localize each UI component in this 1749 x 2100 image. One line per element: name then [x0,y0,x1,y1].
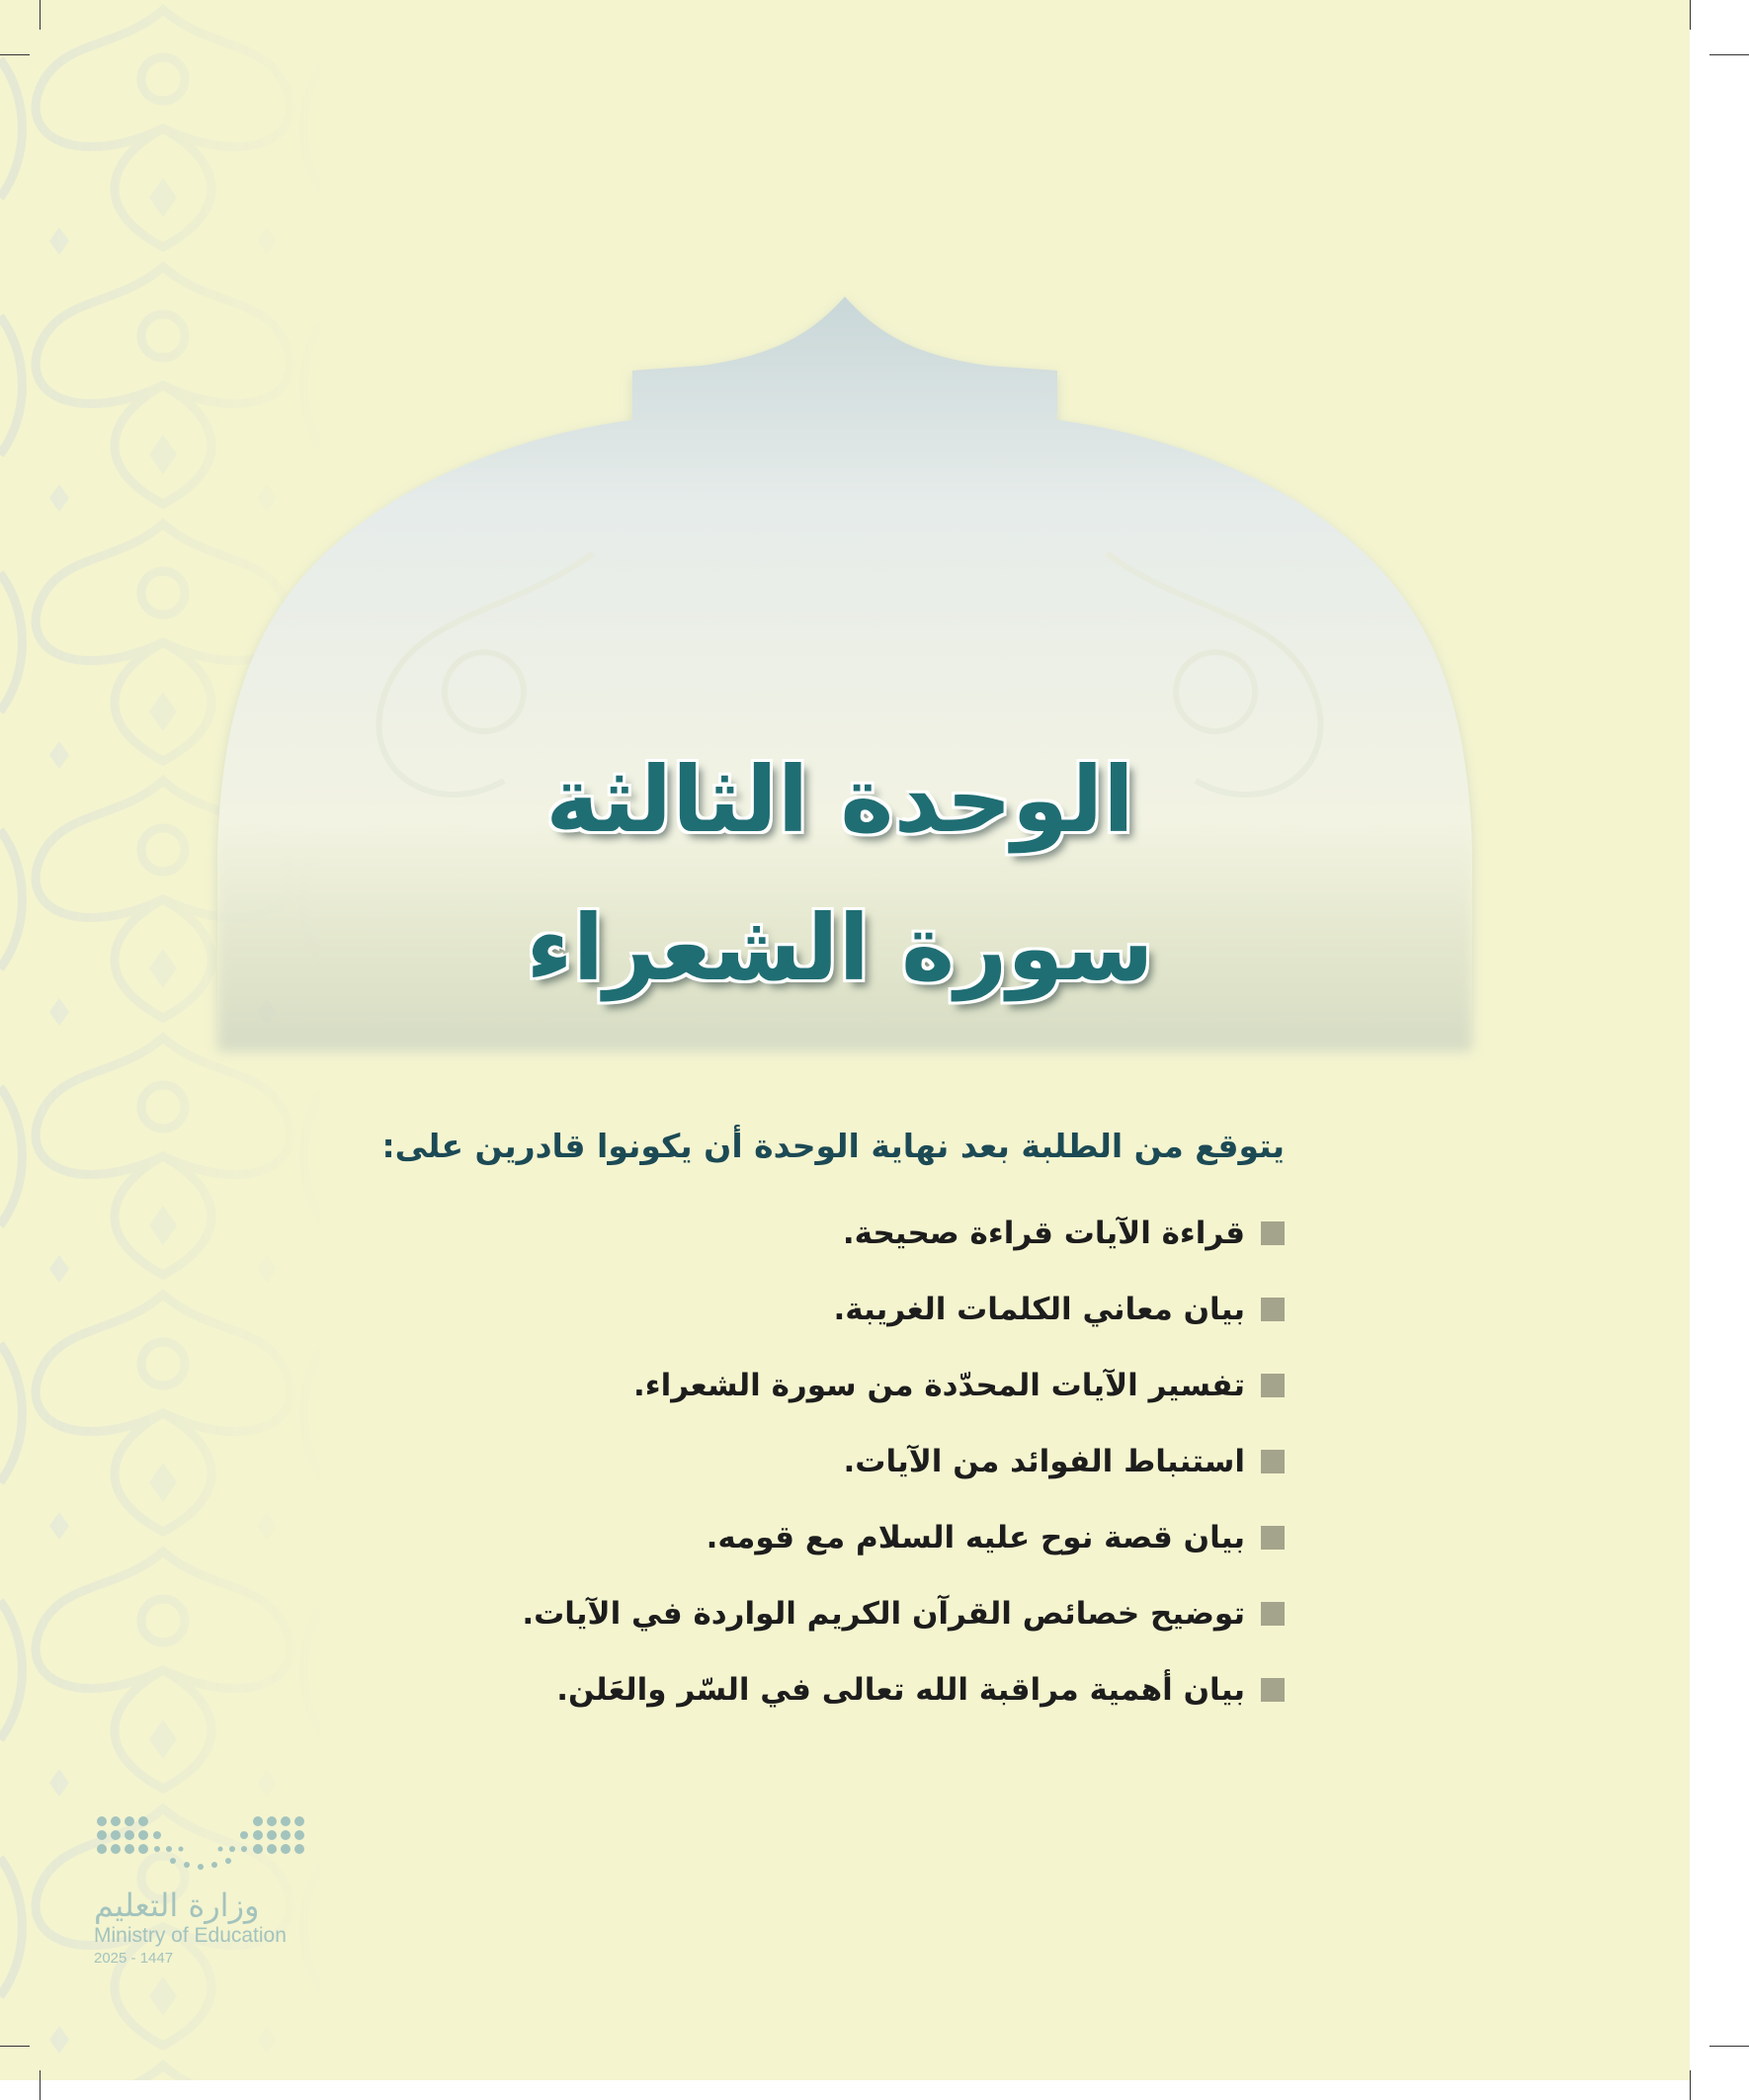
square-bullet-icon [1261,1450,1285,1473]
unit-title: الوحدة الثالثة [545,747,1134,853]
objective-text: استنباط الفوائد من الآيات. [843,1443,1245,1479]
objective-text: بيان أهمية مراقبة الله تعالى في السّر والعَلن. [556,1671,1245,1708]
unit-titles [247,726,1433,1023]
square-bullet-icon [1261,1221,1285,1245]
ministry-name-ar: وزارة التعليم [94,1887,260,1924]
objective-text: بيان معاني الكلمات الغريبة. [833,1291,1245,1327]
square-bullet-icon [1261,1526,1285,1550]
square-bullet-icon [1261,1602,1285,1626]
objective-text: توضيح خصائص القرآن الكريم الواردة في الآيات. [522,1595,1245,1632]
list-item [296,1271,1285,1347]
crop-mark [1690,0,1691,30]
crop-mark [1709,54,1749,55]
crop-mark [1690,2070,1691,2100]
crop-mark [0,2046,30,2047]
list-item [296,1499,1285,1575]
objective-text: تفسير الآيات المحدّدة من سورة الشعراء. [632,1367,1245,1403]
list-item [296,1423,1285,1499]
ministry-dots-icon [94,1813,306,1873]
crop-mark [40,2070,41,2100]
ministry-year: 2025 - 1447 [94,1950,174,1967]
objectives-list [296,1195,1285,1727]
objective-text: بيان قصة نوح عليه السلام مع قومه. [706,1519,1245,1555]
crop-mark [1709,2046,1749,2047]
objectives-intro: يتوقع من الطلبة بعد نهاية الوحدة أن يكونوا قادرين على: [381,1127,1285,1165]
square-bullet-icon [1261,1678,1285,1702]
crop-mark [40,0,41,30]
list-item [296,1195,1285,1271]
objectives-section [296,1127,1285,1727]
square-bullet-icon [1261,1298,1285,1321]
unit-subtitle: سورة الشعراء [526,895,1154,1001]
list-item [296,1651,1285,1727]
square-bullet-icon [1261,1374,1285,1397]
ministry-name-en: Ministry of Education [94,1924,287,1947]
crop-mark [0,54,30,55]
list-item [296,1575,1285,1651]
objective-text: قراءة الآيات قراءة صحيحة. [842,1215,1245,1251]
list-item [296,1347,1285,1423]
ministry-logo [94,1813,331,1967]
